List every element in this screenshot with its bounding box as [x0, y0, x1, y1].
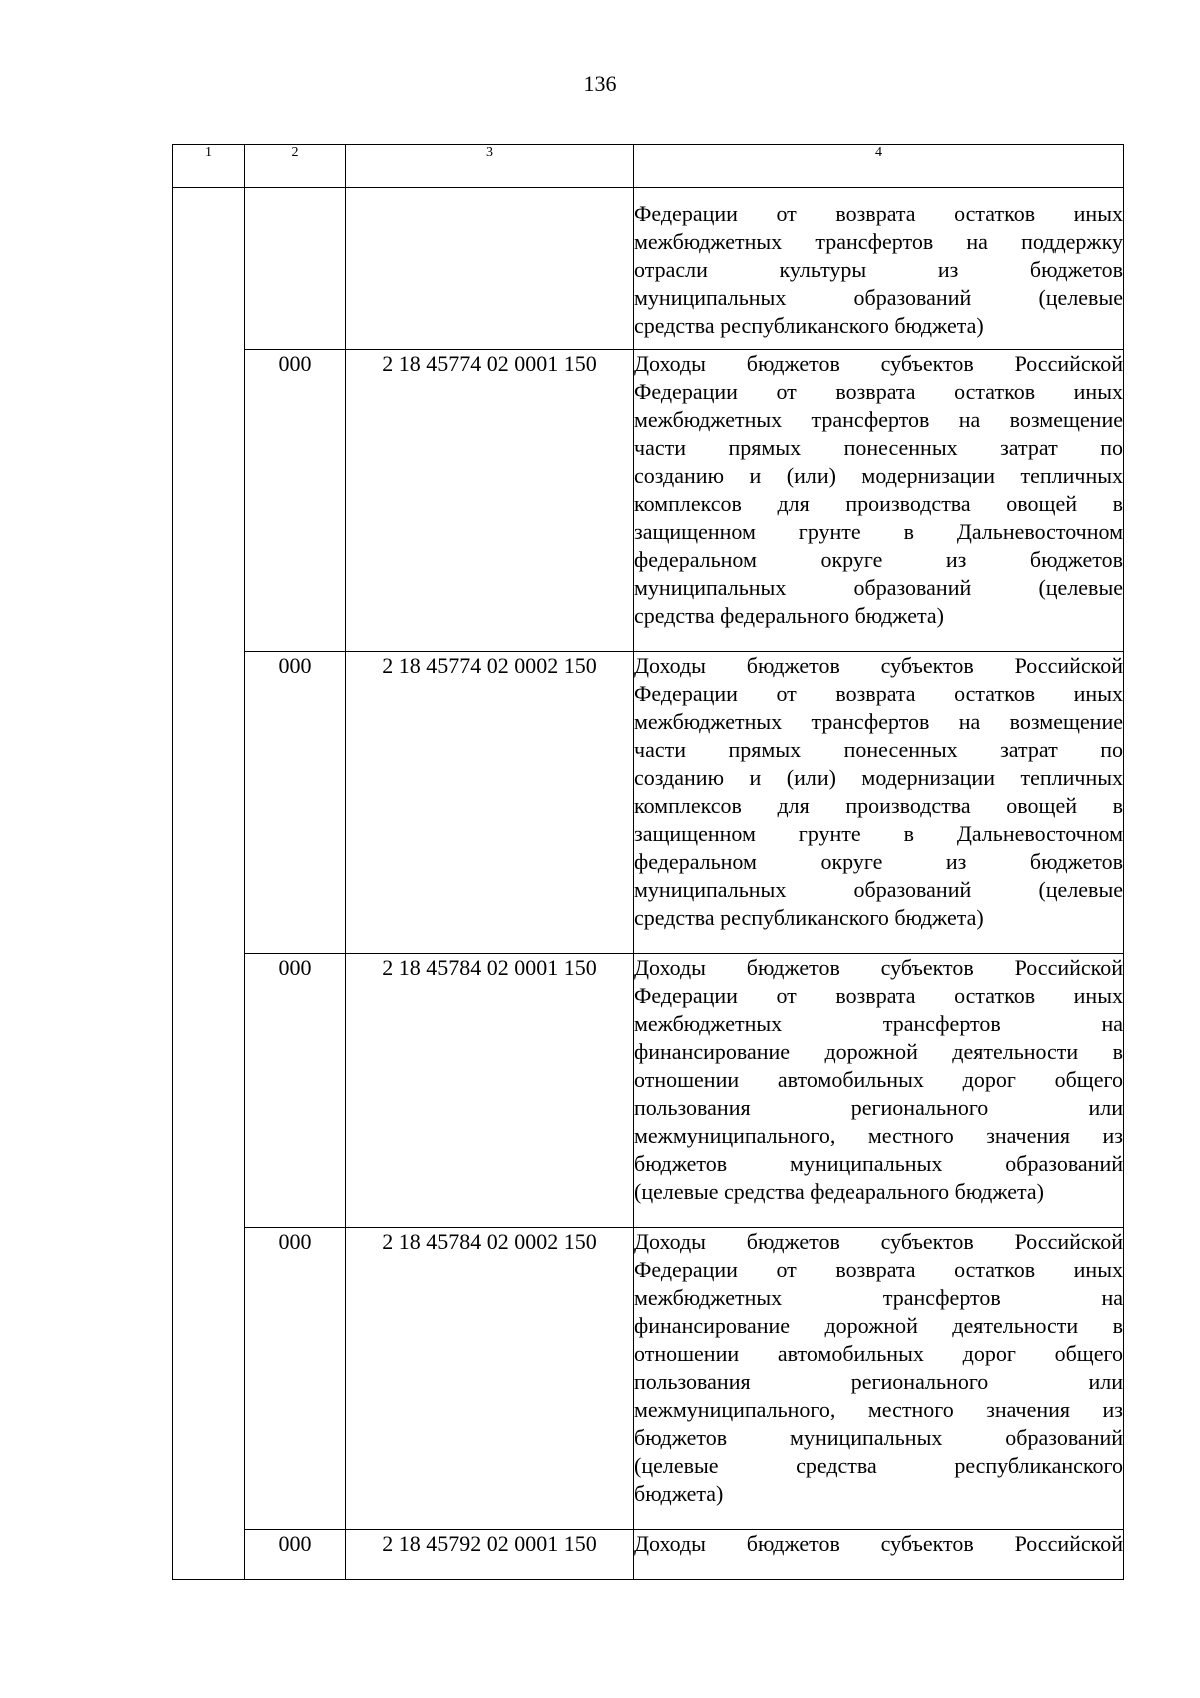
description-cell: [634, 1228, 1124, 1530]
description-line: (целевые средства федеарального бюджета): [634, 1179, 1045, 1204]
description-line: межбюджетных трансфертов на: [634, 1285, 1123, 1310]
description-line: муниципальных образований (целевые: [634, 285, 1123, 310]
description-cell: [634, 1530, 1124, 1580]
admin-code-cell: 000: [245, 350, 346, 652]
description-cell: [634, 350, 1124, 652]
header-col-2: 2: [245, 145, 346, 188]
description-line: муниципальных образований (целевые: [634, 575, 1123, 600]
description-line: федеральном округе из бюджетов: [634, 849, 1123, 874]
description-line: средства республиканского бюджета): [634, 313, 984, 338]
header-col-3: 3: [346, 145, 634, 188]
description-line: средства федерального бюджета): [634, 603, 944, 628]
description-line: Доходы бюджетов субъектов Российской: [634, 1531, 1123, 1556]
description-line: пользования регионального или: [634, 1095, 1123, 1120]
table-row: [173, 188, 1124, 350]
header-col-4: 4: [634, 145, 1124, 188]
table-header-row: [173, 145, 1124, 188]
description-line: защищенном грунте в Дальневосточном: [634, 821, 1123, 846]
description-line: финансирование дорожной деятельности в: [634, 1039, 1123, 1064]
budget-code-cell: 2 18 45792 02 0001 150: [346, 1530, 634, 1580]
description-line: пользования регионального или: [634, 1369, 1123, 1394]
description-line: комплексов для производства овощей в: [634, 491, 1123, 516]
description-line: муниципальных образований (целевые: [634, 877, 1123, 902]
header-col-1: 1: [173, 145, 245, 188]
budget-code-cell: 2 18 45784 02 0002 150: [346, 1228, 634, 1530]
description-line: межбюджетных трансфертов на: [634, 1011, 1123, 1036]
description-line: Федерации от возврата остатков иных: [634, 681, 1123, 706]
description-line: созданию и (или) модернизации тепличных: [634, 765, 1123, 790]
description-line: части прямых понесенных затрат по: [634, 435, 1123, 460]
description-line: Доходы бюджетов субъектов Российской: [634, 351, 1123, 376]
admin-code-cell: 000: [245, 1530, 346, 1580]
description-line: Федерации от возврата остатков иных: [634, 201, 1123, 226]
description-line: комплексов для производства овощей в: [634, 793, 1123, 818]
description-cell: [634, 188, 1124, 350]
admin-code-cell: 000: [245, 954, 346, 1228]
table-body: [173, 188, 1124, 1580]
budget-codes-table: [172, 144, 1124, 1580]
description-line: отношении автомобильных дорог общего: [634, 1341, 1123, 1366]
admin-code-cell: 000: [245, 652, 346, 954]
description-line: Федерации от возврата остатков иных: [634, 983, 1123, 1008]
admin-code-cell: 000: [245, 1228, 346, 1530]
description-line: Доходы бюджетов субъектов Российской: [634, 1229, 1123, 1254]
budget-code-cell: 2 18 45774 02 0001 150: [346, 350, 634, 652]
description-line: Федерации от возврата остатков иных: [634, 1257, 1123, 1282]
description-line: бюджета): [634, 1481, 724, 1506]
table-row: [173, 652, 1124, 954]
description-cell: [634, 652, 1124, 954]
description-line: межбюджетных трансфертов на возмещение: [634, 709, 1123, 734]
description-line: межбюджетных трансфертов на возмещение: [634, 407, 1123, 432]
description-line: бюджетов муниципальных образований: [634, 1425, 1123, 1450]
description-line: межбюджетных трансфертов на поддержку: [634, 229, 1123, 254]
description-line: межмуниципального, местного значения из: [634, 1397, 1123, 1422]
budget-code-cell: [346, 188, 634, 350]
description-line: Доходы бюджетов субъектов Российской: [634, 653, 1123, 678]
description-line: отношении автомобильных дорог общего: [634, 1067, 1123, 1092]
description-line: межмуниципального, местного значения из: [634, 1123, 1123, 1148]
description-line: защищенном грунте в Дальневосточном: [634, 519, 1123, 544]
description-line: федеральном округе из бюджетов: [634, 547, 1123, 572]
table-row: [173, 1530, 1124, 1580]
col1-cell: [173, 188, 245, 1580]
budget-code-cell: 2 18 45784 02 0001 150: [346, 954, 634, 1228]
description-line: Доходы бюджетов субъектов Российской: [634, 955, 1123, 980]
description-line: части прямых понесенных затрат по: [634, 737, 1123, 762]
description-line: средства республиканского бюджета): [634, 905, 984, 930]
budget-code-cell: 2 18 45774 02 0002 150: [346, 652, 634, 954]
description-cell: [634, 954, 1124, 1228]
admin-code-cell: [245, 188, 346, 350]
page-number: 136: [583, 71, 617, 96]
description-line: финансирование дорожной деятельности в: [634, 1313, 1123, 1338]
description-line: Федерации от возврата остатков иных: [634, 379, 1123, 404]
description-line: отрасли культуры из бюджетов: [634, 257, 1123, 282]
table-row: [173, 954, 1124, 1228]
description-line: созданию и (или) модернизации тепличных: [634, 463, 1123, 488]
description-line: бюджетов муниципальных образований: [634, 1151, 1123, 1176]
table-row: [173, 1228, 1124, 1530]
description-line: (целевые средства республиканского: [634, 1453, 1123, 1478]
table-row: [173, 350, 1124, 652]
